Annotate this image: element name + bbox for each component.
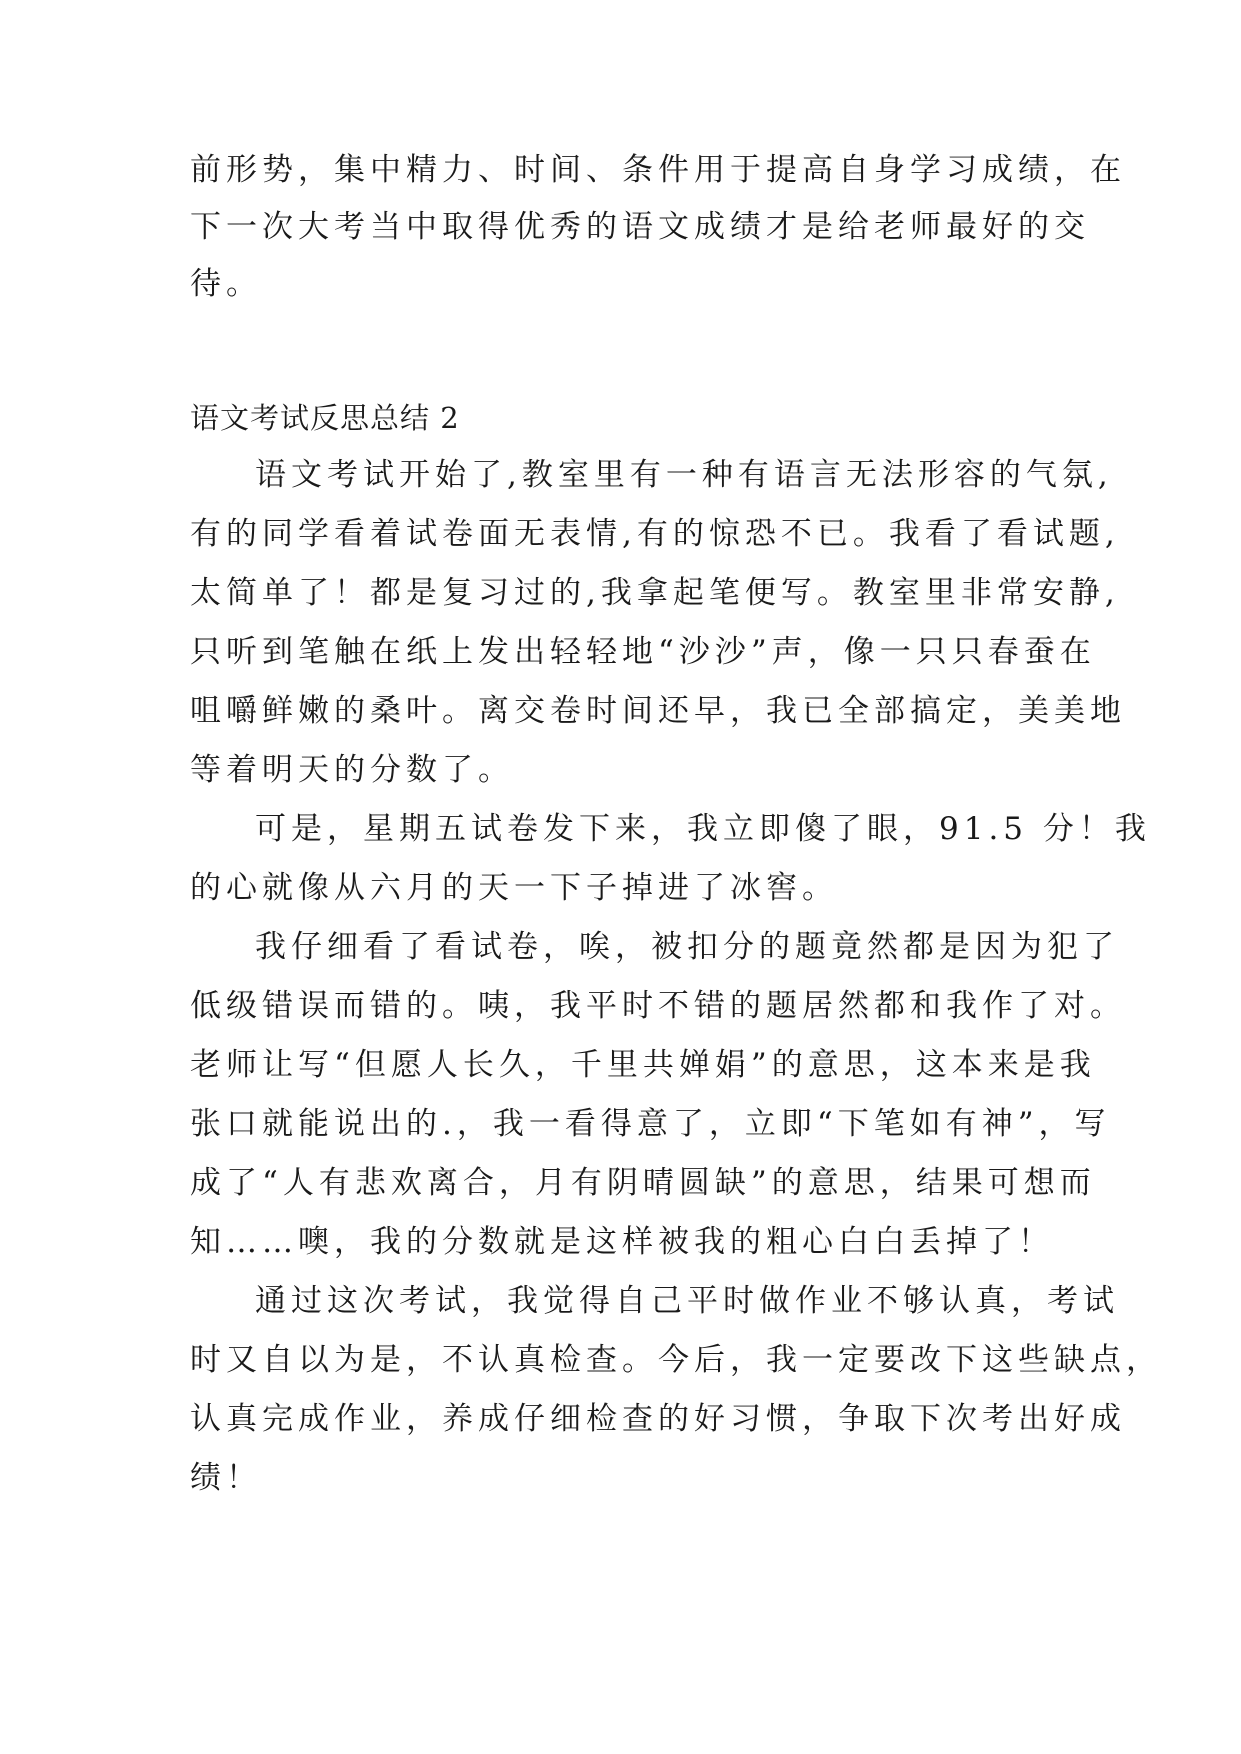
- paragraph-1-line-6: 等着明天的分数了。: [190, 752, 514, 788]
- paragraph-1-line-1: 语文考试开始了,教室里有一种有语言无法形容的气氛,: [255, 457, 1113, 493]
- paragraph-1-line-2: 有的同学看着试卷面无表情,有的惊恐不已。我看了看试题,: [190, 516, 1120, 552]
- paragraph-2-line-1: 可是，星期五试卷发下来，我立即傻了眼，91.5 分！我: [255, 811, 1151, 847]
- paragraph-2-line-2: 的心就像从六月的天一下子掉进了冰窖。: [190, 870, 838, 906]
- paragraph-3-line-3: 老师让写“但愿人长久，千里共婵娟”的意思，这本来是我: [190, 1047, 1096, 1083]
- paragraph-1-line-3: 太简单了！都是复习过的,我拿起笔便写。教室里非常安静,: [190, 575, 1120, 611]
- intro-line-2: 下一次大考当中取得优秀的语文成绩才是给老师最好的交: [190, 209, 1090, 245]
- intro-line-1: 前形势，集中精力、时间、条件用于提高自身学习成绩，在: [190, 152, 1126, 188]
- paragraph-3-line-4: 张口就能说出的.，我一看得意了，立即“下笔如有神”，写: [190, 1106, 1111, 1142]
- paragraph-3-line-5: 成了“人有悲欢离合，月有阴晴圆缺”的意思，结果可想而: [190, 1165, 1096, 1201]
- paragraph-4-line-3: 认真完成作业，养成仔细检查的好习惯，争取下次考出好成: [190, 1401, 1126, 1437]
- paragraph-1-line-4: 只听到笔触在纸上发出轻轻地“沙沙”声，像一只只春蚕在: [190, 634, 1096, 670]
- paragraph-3-line-2: 低级错误而错的。咦，我平时不错的题居然都和我作了对。: [190, 988, 1126, 1024]
- paragraph-4-line-2: 时又自以为是，不认真检查。今后，我一定要改下这些缺点，: [190, 1342, 1162, 1378]
- intro-line-3: 待。: [190, 266, 262, 302]
- paragraph-4-line-1: 通过这次考试，我觉得自己平时做作业不够认真，考试: [255, 1283, 1119, 1319]
- paragraph-4-line-4: 绩！: [190, 1460, 262, 1496]
- paragraph-3-line-6: 知……噢，我的分数就是这样被我的粗心白白丢掉了！: [190, 1224, 1054, 1260]
- paragraph-1-line-5: 咀嚼鲜嫩的桑叶。离交卷时间还早，我已全部搞定，美美地: [190, 693, 1126, 729]
- paragraph-3-line-1: 我仔细看了看试卷，唉，被扣分的题竟然都是因为犯了: [255, 929, 1119, 965]
- section-title: 语文考试反思总结 2: [190, 401, 460, 435]
